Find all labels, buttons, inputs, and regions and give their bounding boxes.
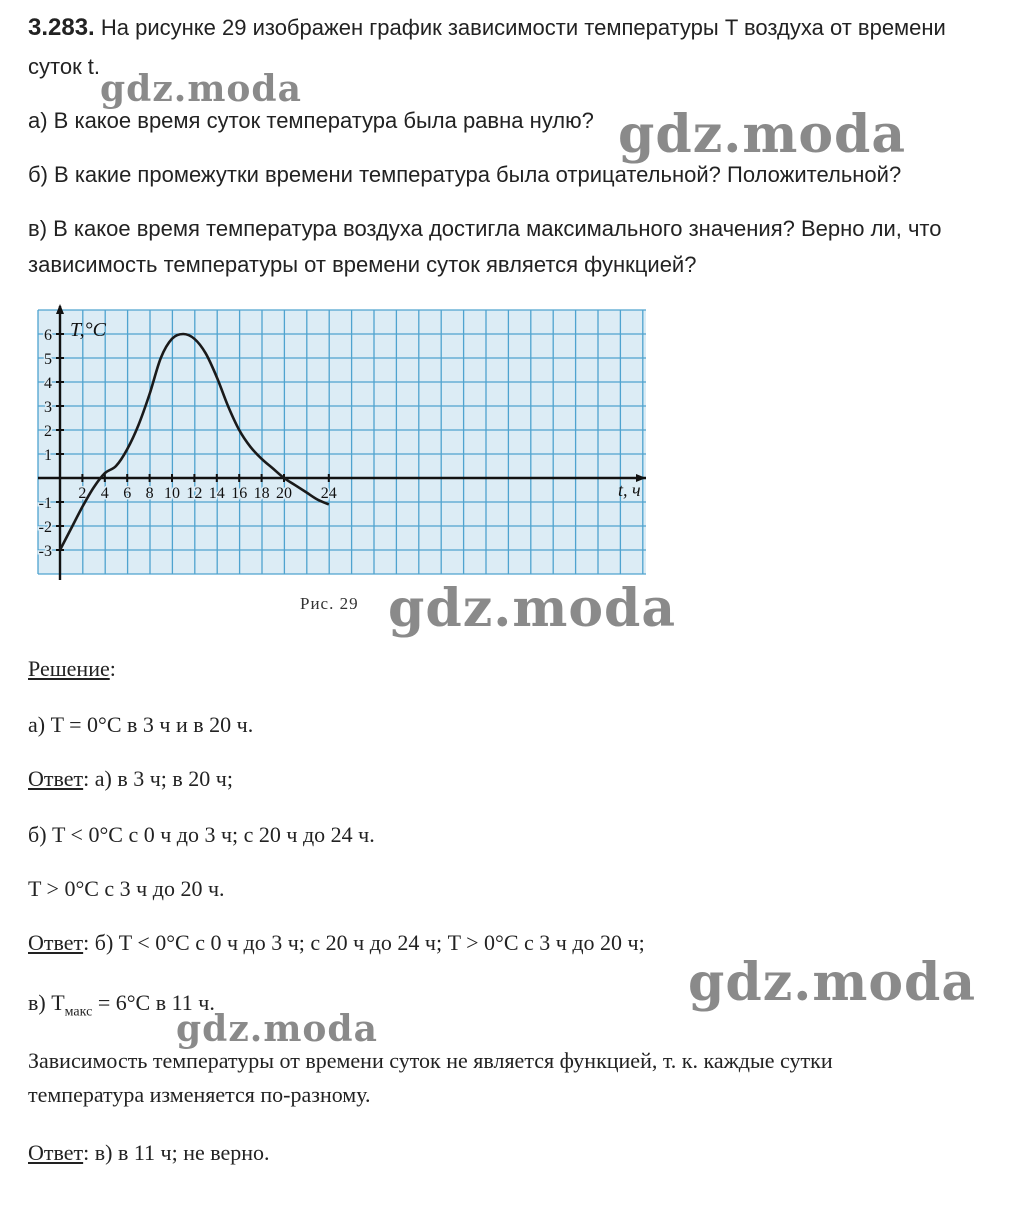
answer-b-line — [28, 930, 645, 956]
answer-c-line — [28, 1140, 270, 1166]
answer-label: Ответ — [28, 1140, 84, 1165]
plot-background — [38, 310, 646, 574]
solution-heading-colon: : — [109, 656, 116, 681]
answer-label: Ответ — [28, 766, 84, 791]
x-tick-label: 2 — [78, 485, 87, 502]
answer-a-line — [28, 766, 233, 792]
answer-label: Ответ — [28, 930, 84, 955]
y-tick-label: 2 — [44, 423, 52, 440]
y-tick-label: 5 — [44, 351, 52, 368]
problem-line-2: суток t. — [28, 54, 101, 79]
x-tick-label: 14 — [208, 485, 225, 502]
x-tick-label: 6 — [123, 485, 132, 502]
solution-b-1: б) T < 0°C с 0 ч до 3 ч; с 20 ч до 24 ч. — [28, 822, 375, 847]
question-a: а) В какое время суток температура была равна нулю? — [28, 108, 594, 133]
solution-c-suffix: = 6°C в 11 ч. — [92, 990, 215, 1015]
x-tick-label: 10 — [164, 485, 180, 502]
figure-caption: Рис. 29 — [300, 594, 359, 613]
answer-a: : а) в 3 ч; в 20 ч; — [83, 766, 233, 791]
y-axis-label: T,°C — [70, 319, 106, 341]
y-axis-arrow — [56, 304, 64, 314]
y-tick-label: -1 — [38, 495, 52, 512]
x-tick-label: 8 — [145, 485, 154, 502]
solution-c-subscript: макс — [64, 1004, 93, 1020]
solution-a: а) T = 0°C в 3 ч и в 20 ч. — [28, 712, 254, 737]
answer-c: : в) в 11 ч; не верно. — [83, 1140, 270, 1165]
watermark: gdz.moda — [688, 952, 977, 1013]
x-tick-label: 18 — [253, 485, 270, 502]
x-tick-label: 16 — [231, 485, 248, 502]
solution-c-prefix: в) T — [28, 990, 65, 1015]
question-c-2: зависимость температуры от времени суток является функцией? — [28, 252, 697, 277]
problem-text-1: На рисунке 29 изображен график зависимости температуры T воздуха от времени — [100, 15, 946, 40]
y-tick-label: 6 — [44, 327, 52, 344]
x-axis-label: t, ч — [618, 480, 641, 500]
x-tick-label: 20 — [276, 485, 292, 502]
y-tick-label: -3 — [38, 543, 52, 560]
problem-line-1 — [28, 14, 946, 42]
watermark: gdz.moda — [388, 578, 677, 639]
y-tick-label: 3 — [44, 399, 52, 416]
solution-heading: Решение — [28, 656, 110, 681]
watermark: gdz.moda — [176, 1008, 378, 1050]
x-tick-label: 4 — [100, 485, 109, 502]
temperature-chart — [30, 300, 652, 585]
watermark: gdz.moda — [618, 104, 907, 165]
watermark: gdz.moda — [100, 68, 302, 110]
question-c-1: в) В какое время температура воздуха достигла максимального значения? Верно ли, что — [28, 216, 942, 241]
y-tick-label: 1 — [44, 447, 52, 464]
x-tick-label: 24 — [320, 485, 337, 502]
solution-c-text-2: температура изменяется по-разному. — [28, 1082, 371, 1107]
answer-b: : б) T < 0°C с 0 ч до 3 ч; с 20 ч до 24 ч; T > 0°C с 3 ч до 20 ч; — [83, 930, 645, 955]
x-tick-label: 12 — [186, 485, 203, 502]
question-b: б) В какие промежутки времени температура была отрицательной? Положительной? — [28, 162, 902, 187]
y-tick-label: -2 — [38, 519, 52, 536]
solution-heading-line — [28, 656, 116, 682]
problem-number: 3.283. — [28, 14, 95, 41]
y-tick-label: 4 — [44, 375, 52, 392]
solution-b-2: T > 0°C с 3 ч до 20 ч. — [28, 876, 225, 901]
solution-c-text-1: Зависимость температуры от времени суток не является функцией, т. к. каждые сутки — [28, 1048, 833, 1073]
